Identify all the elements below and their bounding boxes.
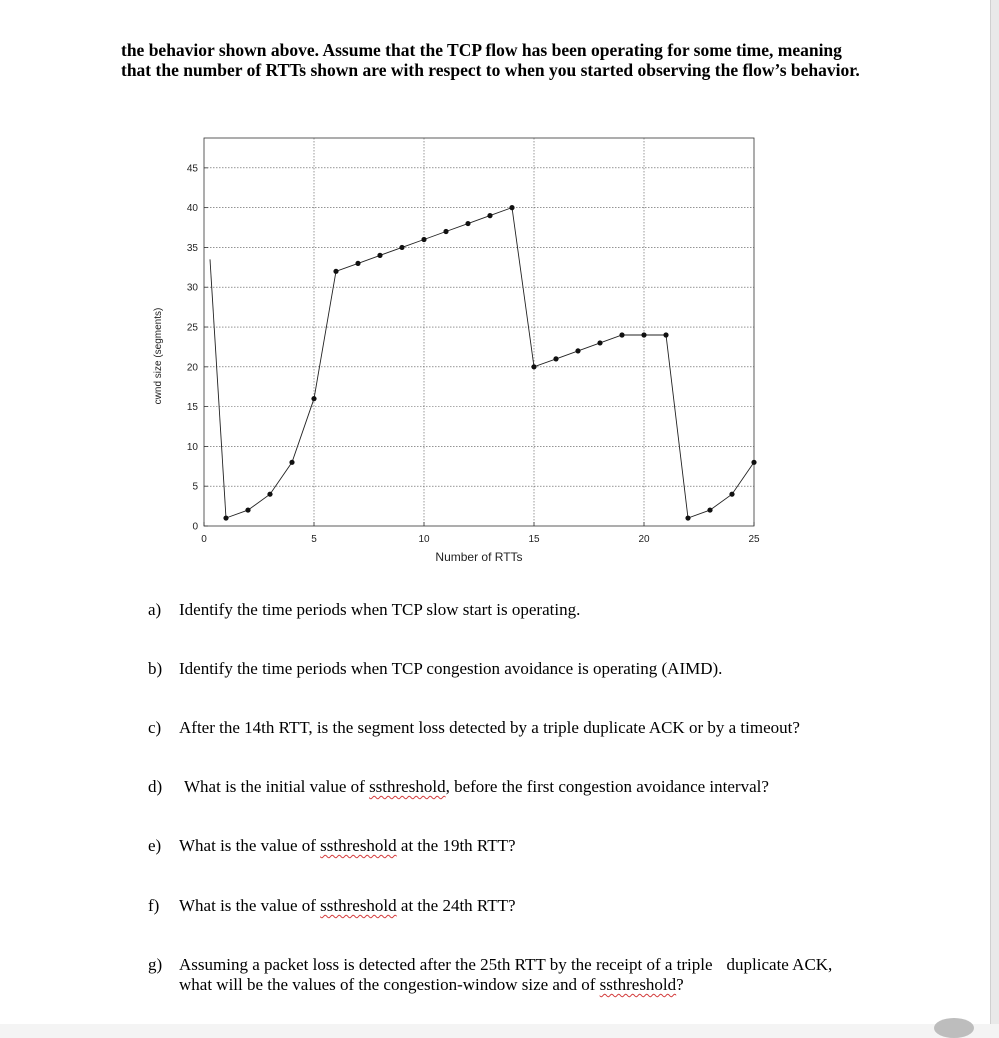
data-point <box>509 205 514 210</box>
question-text <box>179 955 832 995</box>
data-point <box>465 221 470 226</box>
page-corner-shadow <box>934 1018 974 1038</box>
data-point <box>531 364 536 369</box>
intro-paragraph <box>121 40 921 80</box>
y-tick-label: 30 <box>186 282 198 294</box>
question-label: g) <box>148 955 163 974</box>
data-point <box>751 460 756 465</box>
y-tick-label: 25 <box>186 322 198 334</box>
question-c <box>148 718 800 738</box>
data-point <box>487 213 492 218</box>
data-point <box>443 229 448 234</box>
y-tick-label: 5 <box>192 481 198 493</box>
data-point <box>267 492 272 497</box>
y-axis-label: cwnd size (segments) <box>153 307 164 405</box>
y-tick-label: 40 <box>186 203 198 215</box>
x-axis-label: Number of RTTs <box>435 550 523 564</box>
x-tick-label: 20 <box>638 534 650 545</box>
text-run: duplicate ACK, <box>726 955 833 974</box>
x-tick-label: 25 <box>748 534 760 545</box>
x-tick-label: 10 <box>418 534 430 545</box>
text-run: what will be the values of the congestion-window size and of <box>179 975 600 994</box>
text-run: , before the first congestion avoidance interval? <box>445 777 769 796</box>
question-text <box>184 777 769 797</box>
question-label: f) <box>148 896 160 915</box>
viewer-scroll-edge <box>990 0 999 1024</box>
data-point <box>399 245 404 250</box>
data-point <box>685 515 690 520</box>
intro-line-1: the behavior shown above. Assume that the TCP flow has been operating for some time, meaning <box>121 40 842 60</box>
data-point <box>575 348 580 353</box>
data-point <box>421 237 426 242</box>
text-run: What is the initial value of <box>184 777 370 796</box>
x-tick-label: 15 <box>528 534 540 545</box>
y-tick-label: 10 <box>186 441 198 453</box>
data-point <box>663 332 668 337</box>
question-label: c) <box>148 718 162 737</box>
question-g <box>148 955 832 995</box>
text-run: Assuming a packet loss is detected after the 25th RTT by the receipt of a triple <box>179 955 713 974</box>
spellcheck-flagged-word: ssthreshold <box>369 777 446 796</box>
question-text <box>179 836 516 856</box>
data-point <box>289 460 294 465</box>
data-point <box>619 332 624 337</box>
data-point <box>223 515 228 520</box>
y-tick-label: 0 <box>192 521 198 533</box>
text-run: What is the value of <box>179 836 321 855</box>
data-point <box>311 396 316 401</box>
text-run: What is the value of <box>179 896 321 915</box>
data-point <box>641 332 646 337</box>
data-point <box>355 261 360 266</box>
x-tick-label: 0 <box>201 534 207 545</box>
question-text <box>179 896 516 916</box>
y-tick-label: 20 <box>186 362 198 374</box>
question-b <box>148 659 722 679</box>
data-point <box>333 269 338 274</box>
text-run: ? <box>676 975 684 994</box>
question-label: b) <box>148 659 163 678</box>
question-text: Identify the time periods when TCP congestion avoidance is operating (AIMD). <box>179 659 723 678</box>
cwnd-chart <box>140 132 780 572</box>
spellcheck-flagged-word: ssthreshold <box>320 896 397 915</box>
text-run: at the 24th RTT? <box>396 896 516 915</box>
data-point <box>377 253 382 258</box>
text-run: at the 19th RTT? <box>396 836 516 855</box>
question-label: e) <box>148 836 162 855</box>
question-label: d) <box>148 777 163 796</box>
y-tick-label: 35 <box>186 242 198 254</box>
question-text: After the 14th RTT, is the segment loss detected by a triple duplicate ACK or by a timeout? <box>179 718 800 737</box>
question-f <box>148 896 516 916</box>
y-tick-label: 45 <box>186 163 198 175</box>
data-point <box>597 340 602 345</box>
question-label: a) <box>148 600 162 619</box>
spellcheck-flagged-word: ssthreshold <box>599 975 677 994</box>
question-e <box>148 836 516 856</box>
spellcheck-flagged-word: ssthreshold <box>320 836 397 855</box>
question-d <box>148 777 769 797</box>
plot-frame <box>204 138 754 526</box>
y-tick-label: 15 <box>186 402 198 414</box>
data-point <box>553 356 558 361</box>
x-tick-label: 5 <box>311 534 317 545</box>
question-a <box>148 600 580 620</box>
question-text: Identify the time periods when TCP slow start is operating. <box>179 600 581 619</box>
intro-line-2: that the number of RTTs shown are with respect to when you started observing the flow’s behavior. <box>121 60 860 80</box>
data-point <box>707 507 712 512</box>
data-point <box>245 507 250 512</box>
data-point <box>729 492 734 497</box>
